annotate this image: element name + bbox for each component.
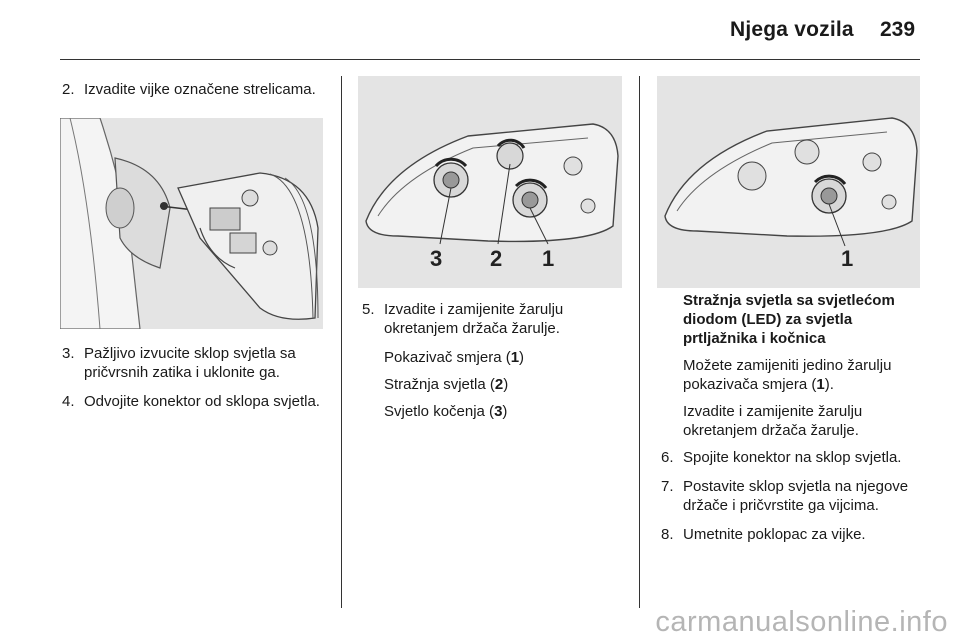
item-brake-light: Svjetlo kočenja (3)	[384, 403, 508, 420]
step-text: Izvadite vijke označene strelicama.	[84, 81, 316, 98]
step-5	[362, 300, 624, 338]
step-text: Pažljivo izvucite sklop svjetla sa pričvrsnih zatika i uklonite ga.	[84, 345, 296, 381]
figure-led-tail-light	[657, 76, 920, 288]
tail-light-removal-illustration	[60, 118, 323, 329]
column-3-text	[661, 291, 926, 554]
step-number: 3.	[62, 345, 75, 362]
step-3	[62, 344, 324, 382]
figure-label-3: 3	[430, 246, 443, 271]
column-2-text	[362, 300, 624, 429]
figure-label-1: 1	[542, 246, 555, 271]
item-tail-light: Stražnja svjetla (2)	[384, 376, 509, 393]
step-4	[62, 392, 324, 411]
column-1	[62, 80, 324, 109]
figure-tail-light-removal	[60, 118, 323, 329]
bulb-positions-illustration	[358, 76, 622, 288]
page-number: 239	[880, 18, 916, 41]
column-1-lower	[62, 344, 324, 421]
step-text: Postavite sklop svjetla na njegove držače i pričvrstite ga vijcima.	[683, 478, 909, 514]
item-number: 3	[494, 403, 503, 420]
step-number: 2.	[62, 81, 75, 98]
step-text: Izvadite i zamijenite žarulju okretanjem držača žarulje.	[384, 301, 564, 337]
item-number: 1	[510, 349, 520, 366]
step-text: Odvojite konektor od sklopa svjetla.	[84, 393, 320, 410]
step-7	[661, 477, 926, 515]
column-divider-2	[639, 76, 640, 608]
paragraph-replace-bulb: Izvadite i zamijenite žarulju okretanjem držača žarulje.	[683, 403, 863, 439]
watermark: carmanualsonline.info	[655, 606, 948, 638]
step-text: Umetnite poklopac za vijke.	[683, 526, 866, 543]
step-number: 8.	[661, 526, 674, 543]
step-number: 4.	[62, 393, 75, 410]
paragraph-led-note: Možete zamijeniti jedino žarulju pokazivača smjera (1).	[683, 357, 892, 393]
figure-bulb-positions	[358, 76, 622, 288]
led-tail-light-illustration	[657, 76, 920, 288]
step-2	[62, 80, 324, 99]
page-title: Njega vozila	[730, 18, 854, 41]
step-6	[661, 448, 926, 467]
column-divider-1	[341, 76, 342, 608]
step-number: 5.	[362, 301, 375, 318]
item-number: 2	[494, 376, 504, 393]
section-heading-led: Stražnja svjetla sa svjetlećom diodom (LED) za svjetla prtljažnika i kočnica	[683, 292, 895, 347]
step-number: 6.	[661, 449, 674, 466]
step-8	[661, 525, 926, 544]
item-number: 1	[816, 376, 825, 393]
step-number: 7.	[661, 478, 674, 495]
item-turn-signal: Pokazivač smjera (1)	[384, 349, 525, 366]
figure-label-1: 1	[841, 246, 854, 271]
figure-label-2: 2	[490, 246, 503, 271]
step-text: Spojite konektor na sklop svjetla.	[683, 449, 902, 466]
header-divider	[60, 59, 920, 60]
